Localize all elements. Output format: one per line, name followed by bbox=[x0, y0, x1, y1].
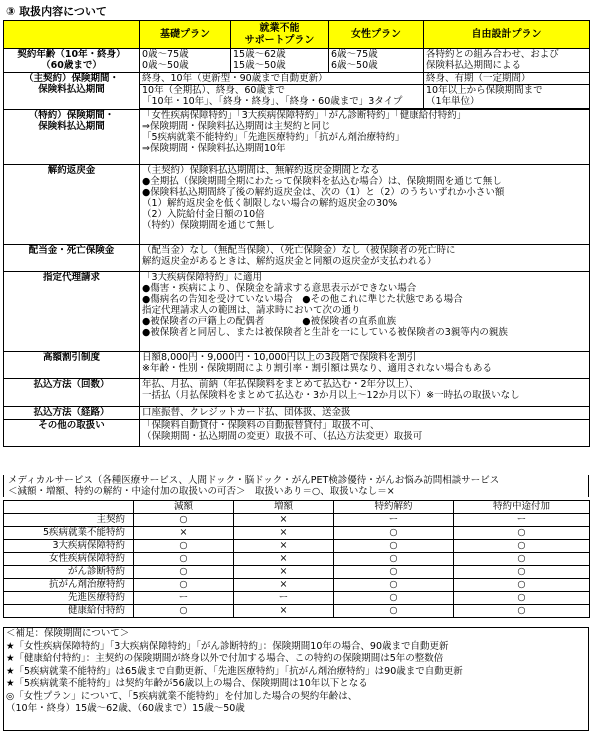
rider-period-content: 「女性疾病保障特約」「3大疾病保障特約」「がん診断特約」「健康給付特約」 ⇒保険期間・保険料払込期間は主契約と同じ 「5疾病就業不能特約」「先進医療特約」「抗がん剤治療特約」 ⇒保険期間・保険料払込期間10年 bbox=[140, 110, 590, 165]
medical-service-line: メディカルサービス（各種医療サービス、人間ドック・脳ドック・がんPET検診優待・がんお悩み訪問相談サービス bbox=[3, 475, 589, 486]
payment-content: 年払、月払、前納（年払保険料をまとめて払込む・2年分以上）、 一括払（月払保険料をまとめて払込む・3か月以上〜12か月以下）※一時払の取扱いなし bbox=[140, 379, 590, 407]
dividend-label: 配当金・死亡保険金 bbox=[4, 245, 140, 272]
rider-name: 健康給付特約 bbox=[4, 605, 134, 618]
availability-mark: ー bbox=[334, 514, 454, 527]
availability-mark: × bbox=[234, 579, 334, 592]
age-free: 各特約との組み合わせ、および 保険料払込期間による bbox=[424, 49, 590, 73]
availability-mark: ○ bbox=[454, 540, 590, 553]
note-line: ★「5疾病就業不能特約」は65歳まで自動更新、「先進医療特約」「抗がん剤治療特約」は90歳まで自動更新 bbox=[6, 665, 463, 677]
header-female-plan: 女性プラン bbox=[329, 21, 424, 49]
note-line: ★「健康給付特約」：主契約の保険期間が終身以外で付加する場合、この特約の保険期間は5年の整数倍 bbox=[6, 653, 444, 664]
header-free-plan: 自由設計プラン bbox=[424, 21, 590, 49]
age-label: 契約年齢（10年・終身） （60歳まで） bbox=[4, 49, 140, 73]
availability-mark: × bbox=[234, 540, 334, 553]
discount-label: 高額割引制度 bbox=[4, 352, 140, 379]
availability-mark: ○ bbox=[454, 592, 590, 605]
rider-name: 5疾病就業不能特約 bbox=[4, 527, 134, 540]
availability-mark: ー bbox=[134, 592, 234, 605]
availability-mark: ○ bbox=[334, 592, 454, 605]
rider-period-label: （特約）保険期間・ 保険料払込期間 bbox=[4, 110, 140, 165]
rider-name: 抗がん剤治療特約 bbox=[4, 579, 134, 592]
availability-mark: ○ bbox=[454, 579, 590, 592]
discount-content: 日額8,000円・9,000円・10,000円以上の3段階で保険料を割引 ※年齢・性別・保険期間により割引率・割引額は異なり、適用されない場合もある bbox=[140, 352, 590, 379]
availability-legend: ＜減額・増額、特約の解約・中途付加の取扱いの可否＞ 取扱いあり＝○、取扱いなし＝× bbox=[3, 486, 589, 497]
main-period-free-unit: 10年以上から保険期間まで （1年単位） bbox=[424, 85, 590, 109]
availability-mark: ○ bbox=[334, 527, 454, 540]
availability-mark: ○ bbox=[134, 566, 234, 579]
rider-period-row bbox=[4, 110, 590, 165]
main-period-renewal: 終身、10年（更新型・90歳まで自動更新） bbox=[140, 73, 424, 85]
availability-mark: ○ bbox=[454, 553, 590, 566]
age-support: 15歳〜62歳 15歳〜50歳 bbox=[231, 49, 329, 73]
availability-row bbox=[4, 553, 590, 566]
note-line: ＜補足：保険期間について＞ bbox=[6, 628, 130, 639]
availability-mark: ○ bbox=[334, 566, 454, 579]
other-label: その他の取扱い bbox=[4, 420, 140, 447]
medical-service-note bbox=[3, 475, 589, 497]
availability-table bbox=[3, 500, 590, 618]
availability-header: 増額 bbox=[234, 501, 334, 514]
availability-mark: ー bbox=[454, 514, 590, 527]
availability-row bbox=[4, 592, 590, 605]
rider-name: がん診断特約 bbox=[4, 566, 134, 579]
availability-mark: ○ bbox=[334, 553, 454, 566]
age-female: 6歳〜75歳 6歳〜50歳 bbox=[329, 49, 424, 73]
route-label: 払込方法（経路） bbox=[4, 407, 140, 420]
note-line: （10年・終身）15歳〜62歳、（60歳まで）15歳〜50歳 bbox=[6, 703, 245, 714]
main-period-free: 終身、有期（一定期間） bbox=[424, 73, 590, 85]
discount-row bbox=[4, 352, 590, 379]
corner-cell bbox=[4, 21, 140, 49]
age-row bbox=[4, 49, 590, 73]
availability-mark: ○ bbox=[454, 527, 590, 540]
rider-name: 主契約 bbox=[4, 514, 134, 527]
availability-row bbox=[4, 514, 590, 527]
main-period-types: 10年（全期払）、終身、60歳まで 「10年・10年」、「終身・終身」、「終身・60歳まで」3タイプ bbox=[140, 85, 424, 109]
note-line: ★「5疾病就業不能特約」は契約年齢が56歳以上の場合、保険期間は10年以下となる bbox=[6, 678, 368, 689]
agent-label: 指定代理請求 bbox=[4, 272, 140, 352]
rider-name: 先進医療特約 bbox=[4, 592, 134, 605]
availability-mark: × bbox=[134, 527, 234, 540]
header-row bbox=[4, 21, 590, 49]
availability-header: 特約中途付加 bbox=[454, 501, 590, 514]
availability-row bbox=[4, 605, 590, 618]
availability-row bbox=[4, 579, 590, 592]
availability-corner bbox=[4, 501, 134, 514]
availability-mark: ー bbox=[234, 592, 334, 605]
rider-name: 女性疾病保障特約 bbox=[4, 553, 134, 566]
section-title: ③ 取扱内容について bbox=[6, 5, 107, 18]
header-basic-plan: 基礎プラン bbox=[140, 21, 231, 49]
availability-mark: × bbox=[234, 514, 334, 527]
availability-mark: × bbox=[234, 527, 334, 540]
agent-row bbox=[4, 272, 590, 352]
main-period-row-1 bbox=[4, 73, 590, 85]
payment-label: 払込方法（回数） bbox=[4, 379, 140, 407]
availability-row bbox=[4, 527, 590, 540]
availability-mark: × bbox=[234, 605, 334, 618]
main-period-label: （主契約）保険期間・ 保険料払込期間 bbox=[4, 73, 140, 110]
age-basic: 0歳〜75歳 0歳〜50歳 bbox=[140, 49, 231, 73]
route-row bbox=[4, 407, 590, 420]
availability-mark: ○ bbox=[334, 579, 454, 592]
availability-header: 特約解約 bbox=[334, 501, 454, 514]
surrender-row bbox=[4, 165, 590, 245]
surrender-label: 解約返戻金 bbox=[4, 165, 140, 245]
agent-content: 「3大疾病保障特約」に適用 ●傷害・疾病により、保険金を請求する意思表示ができない場合 ●傷病名の告知を受けていない場合 ●その他これに準じた状態である場合 指定代理請求人の範囲は、請求時において次の通り ●被保険者の戸籍上の配偶者 ●被保険者の直系血族 ●被保険者と同居し、または被保険者と生計を一にしている被保険者の3親等内の親族 bbox=[140, 272, 590, 352]
header-support-plan: 就業不能 サポートプラン bbox=[231, 21, 329, 49]
availability-mark: ○ bbox=[134, 514, 234, 527]
availability-mark: ○ bbox=[134, 540, 234, 553]
availability-mark: × bbox=[234, 553, 334, 566]
availability-mark: ○ bbox=[334, 540, 454, 553]
availability-header: 減額 bbox=[134, 501, 234, 514]
note-line: ★「女性疾病保障特約」「3大疾病保障特約」「がん診断特約」：保険期間10年の場合、90歳まで自動更新 bbox=[6, 640, 449, 652]
route-content: 口座振替、クレジットカード払、団体扱、送金扱 bbox=[140, 407, 590, 420]
surrender-content: （主契約）保険料払込期間は、無解約返戻金期間となる ●全期払（保険期間全期にわたって保険料を払込む場合）は、保険期間を通じて無し ●保険料払込期間終了後の解約返戻金は、次の（1）と（2）のうちいずれか小さい額 （1）解約返戻金を低く制限しない場合の解約返戻金の30% （2）入院給付金日額の10倍 （特約）保険期間を通じて無し bbox=[140, 165, 590, 245]
other-content: 「保険料自動貸付・保険料の自動振替貸付」取扱不可、 （保険期間・払込期間の変更）取扱不可、（払込方法変更）取扱可 bbox=[140, 420, 590, 447]
other-row bbox=[4, 420, 590, 447]
availability-mark: ○ bbox=[134, 605, 234, 618]
availability-row bbox=[4, 566, 590, 579]
availability-row bbox=[4, 540, 590, 553]
dividend-content: （配当金）なし（無配当保険）、（死亡保険金）なし（被保険者の死亡時に 解約返戻金があるときは、解約返戻金と同額の返戻金が支払われる） bbox=[140, 245, 590, 272]
availability-header-row bbox=[4, 501, 590, 514]
dividend-row bbox=[4, 245, 590, 272]
note-line: ◎「女性プラン」について、「5疾病就業不能特約」を付加した場合の契約年齢は、 bbox=[6, 690, 358, 702]
supplement-notes bbox=[3, 627, 589, 731]
availability-mark: ○ bbox=[454, 605, 590, 618]
plan-table bbox=[3, 20, 590, 447]
availability-mark: × bbox=[234, 566, 334, 579]
availability-mark: ○ bbox=[134, 553, 234, 566]
availability-mark: ○ bbox=[334, 605, 454, 618]
availability-mark: ○ bbox=[454, 566, 590, 579]
payment-row bbox=[4, 379, 590, 407]
availability-mark: ○ bbox=[134, 579, 234, 592]
rider-name: 3大疾病保障特約 bbox=[4, 540, 134, 553]
